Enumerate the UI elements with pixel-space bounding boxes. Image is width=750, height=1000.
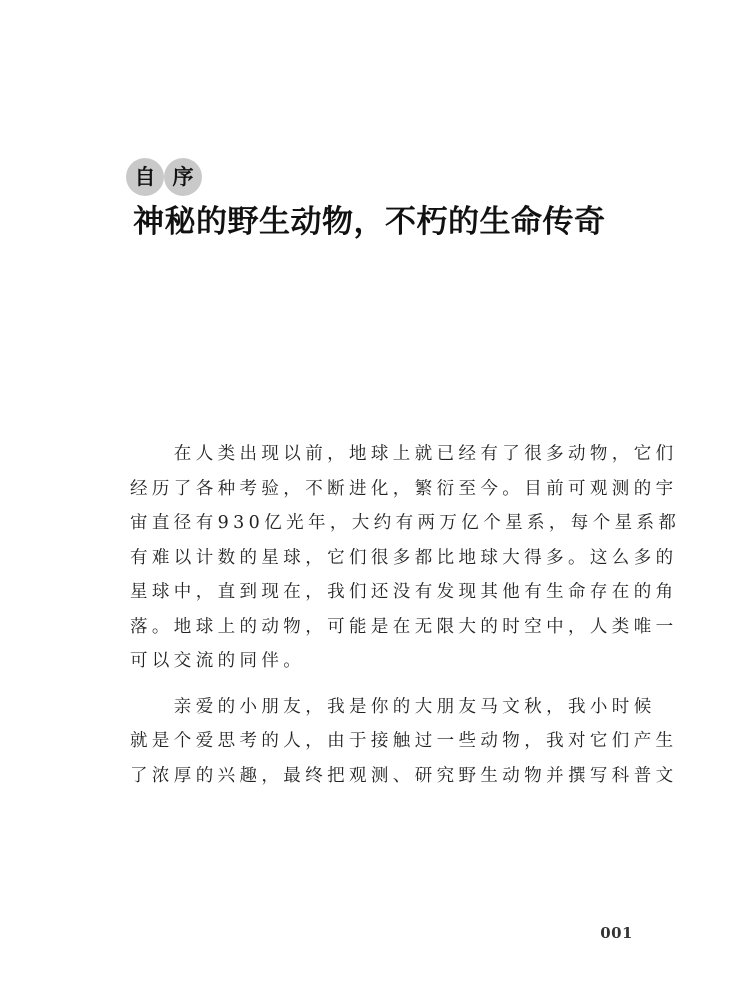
text-line: 经历了各种考验，不断进化，繁衍至今。目前可观测的宇 [130, 478, 678, 499]
text-line: 宙直径有930亿光年，大约有两万亿个星系，每个星系都 [130, 513, 681, 533]
page-number: 001 [600, 924, 633, 942]
text-line: 就是个爱思考的人，由于接触过一些动物，我对它们产生 [130, 731, 678, 751]
text-line: 可以交流的同伴。 [130, 651, 306, 671]
preface-label-char-2: 序 [164, 158, 202, 196]
paragraph-spacer [130, 679, 630, 690]
text-line: 星球中，直到现在，我们还没有发现其他有生命存在的角 [130, 582, 678, 602]
paragraph-1 [130, 437, 681, 679]
text-line: 了浓厚的兴趣，最终把观测、研究野生动物并撰写科普文 [130, 765, 678, 786]
text-line: 有难以计数的星球，它们很多都比地球大得多。这么多的 [130, 547, 678, 568]
chapter-title: 神秘的野生动物，不朽的生命传奇 [133, 204, 606, 240]
text-line: 落。地球上的动物，可能是在无限大的时空中，人类唯一 [130, 616, 678, 637]
text-line: 亲爱的小朋友，我是你的大朋友马文秋，我小时候 [130, 696, 656, 717]
paragraph-2 [130, 690, 678, 794]
preface-label-char-1: 自 [126, 158, 164, 196]
preface-label [126, 158, 206, 196]
body-text [130, 437, 681, 793]
text-line: 在人类出现以前，地球上就已经有了很多动物，它们 [130, 444, 678, 464]
